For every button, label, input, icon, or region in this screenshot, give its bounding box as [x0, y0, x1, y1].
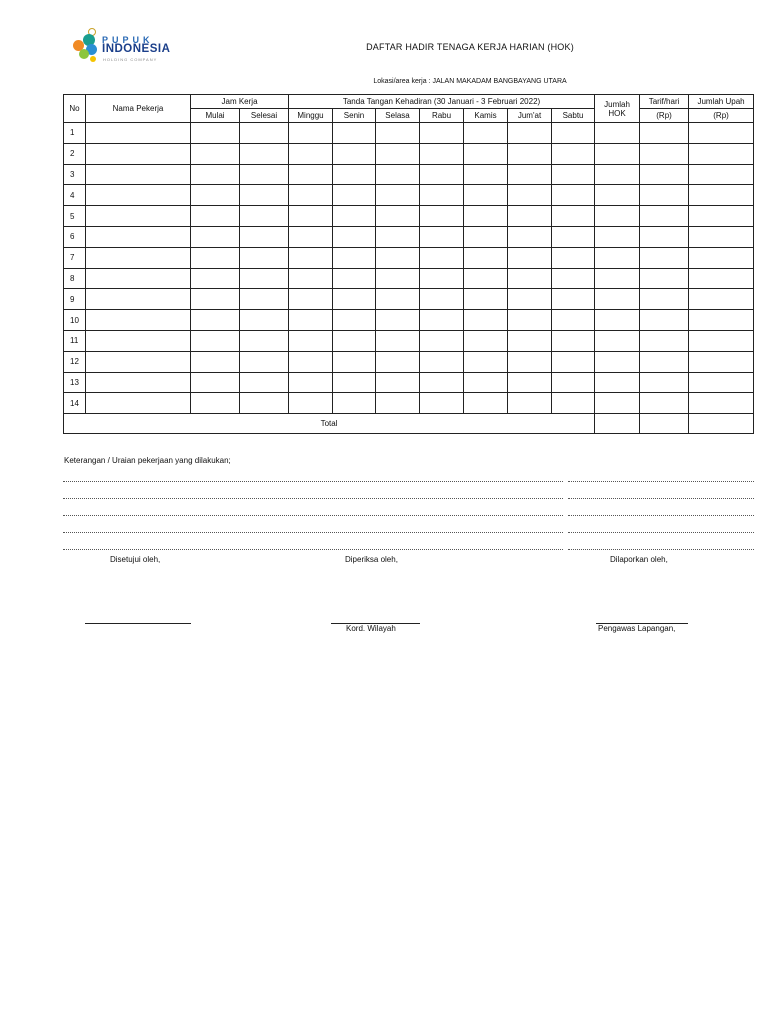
entry-cell[interactable]: [640, 310, 689, 331]
entry-cell[interactable]: [420, 268, 464, 289]
attendance-table: [63, 94, 754, 434]
entry-cell[interactable]: [420, 289, 464, 310]
entry-cell[interactable]: [240, 206, 289, 227]
entry-cell[interactable]: [689, 372, 754, 393]
entry-cell[interactable]: [289, 247, 333, 268]
entry-cell[interactable]: [464, 393, 508, 414]
entry-cell[interactable]: [464, 226, 508, 247]
entry-cell[interactable]: [240, 393, 289, 414]
entry-cell[interactable]: [508, 372, 552, 393]
entry-cell[interactable]: [552, 164, 595, 185]
entry-cell[interactable]: [191, 330, 240, 351]
entry-cell[interactable]: [420, 372, 464, 393]
entry-cell[interactable]: [508, 330, 552, 351]
entry-cell[interactable]: [191, 143, 240, 164]
entry-cell[interactable]: [86, 185, 191, 206]
entry-cell[interactable]: [508, 393, 552, 414]
entry-cell[interactable]: [86, 206, 191, 227]
entry-cell[interactable]: [289, 289, 333, 310]
entry-cell[interactable]: [595, 164, 640, 185]
entry-cell[interactable]: [689, 226, 754, 247]
entry-cell[interactable]: [191, 226, 240, 247]
entry-cell[interactable]: [333, 268, 376, 289]
entry-cell[interactable]: [595, 310, 640, 331]
entry-cell[interactable]: [240, 351, 289, 372]
header-day-kamis: Kamis: [464, 109, 508, 123]
entry-cell[interactable]: [689, 330, 754, 351]
header-upah-unit: (Rp): [689, 109, 754, 123]
entry-cell[interactable]: [240, 185, 289, 206]
entry-cell[interactable]: [595, 185, 640, 206]
header-day-selasa: Selasa: [376, 109, 420, 123]
entry-cell[interactable]: [464, 268, 508, 289]
entry-cell[interactable]: [333, 164, 376, 185]
entry-cell[interactable]: [640, 289, 689, 310]
table-row: [64, 372, 754, 393]
notes-dotted-line[interactable]: [63, 532, 563, 533]
row-number: 6: [64, 226, 86, 247]
header-jumlah-hok: Jumlah HOK: [595, 95, 640, 123]
entry-cell[interactable]: [552, 393, 595, 414]
logo-mark-icon: [72, 26, 104, 68]
entry-cell[interactable]: [552, 226, 595, 247]
entry-cell[interactable]: [333, 185, 376, 206]
entry-cell[interactable]: [464, 247, 508, 268]
table-row: [64, 185, 754, 206]
entry-cell[interactable]: [420, 185, 464, 206]
entry-cell[interactable]: [640, 123, 689, 144]
header-day-senin: Senin: [333, 109, 376, 123]
entry-cell[interactable]: [289, 351, 333, 372]
entry-cell[interactable]: [289, 393, 333, 414]
approved-signature-line: [85, 623, 191, 624]
notes-dotted-line[interactable]: [568, 481, 754, 482]
header-jam-kerja: Jam Kerja: [191, 95, 289, 109]
notes-dotted-line[interactable]: [63, 549, 563, 550]
entry-cell[interactable]: [464, 123, 508, 144]
entry-cell[interactable]: [689, 206, 754, 227]
entry-cell[interactable]: [595, 268, 640, 289]
entry-cell[interactable]: [191, 310, 240, 331]
entry-cell[interactable]: [595, 247, 640, 268]
row-number: 11: [64, 330, 86, 351]
entry-cell[interactable]: [420, 226, 464, 247]
entry-cell[interactable]: [376, 226, 420, 247]
row-number: 14: [64, 393, 86, 414]
entry-cell[interactable]: [333, 393, 376, 414]
row-number: 10: [64, 310, 86, 331]
entry-cell[interactable]: [420, 164, 464, 185]
entry-cell[interactable]: [595, 289, 640, 310]
company-logo: [72, 26, 182, 68]
row-number: 5: [64, 206, 86, 227]
entry-cell[interactable]: [86, 268, 191, 289]
entry-cell[interactable]: [289, 206, 333, 227]
table-row: [64, 289, 754, 310]
entry-cell[interactable]: [86, 143, 191, 164]
logo-text-holding: HOLDING COMPANY: [103, 57, 158, 62]
entry-cell[interactable]: [191, 123, 240, 144]
entry-cell[interactable]: [86, 351, 191, 372]
entry-cell[interactable]: [595, 226, 640, 247]
entry-cell[interactable]: [86, 372, 191, 393]
entry-cell[interactable]: [240, 143, 289, 164]
entry-cell[interactable]: [552, 289, 595, 310]
header-no: No: [64, 95, 86, 123]
entry-cell[interactable]: [595, 351, 640, 372]
entry-cell[interactable]: [689, 268, 754, 289]
entry-cell[interactable]: [420, 247, 464, 268]
row-number: 2: [64, 143, 86, 164]
entry-cell[interactable]: [420, 393, 464, 414]
logo-text-indonesia: INDONESIA: [102, 43, 171, 55]
entry-cell[interactable]: [86, 310, 191, 331]
entry-cell[interactable]: [289, 143, 333, 164]
entry-cell[interactable]: [289, 226, 333, 247]
entry-cell[interactable]: [640, 330, 689, 351]
header-tarif-unit: (Rp): [640, 109, 689, 123]
entry-cell[interactable]: [86, 164, 191, 185]
entry-cell[interactable]: [191, 268, 240, 289]
header-day-rabu: Rabu: [420, 109, 464, 123]
table-body: [64, 123, 754, 414]
table-row: [64, 226, 754, 247]
entry-cell[interactable]: [240, 164, 289, 185]
entry-cell[interactable]: [86, 393, 191, 414]
entry-cell[interactable]: [191, 289, 240, 310]
entry-cell[interactable]: [376, 330, 420, 351]
entry-cell[interactable]: [420, 206, 464, 227]
entry-cell[interactable]: [640, 143, 689, 164]
notes-dotted-line[interactable]: [568, 515, 754, 516]
entry-cell[interactable]: [689, 123, 754, 144]
entry-cell[interactable]: [552, 206, 595, 227]
header-upah: Jumlah Upah: [689, 95, 754, 109]
entry-cell[interactable]: [595, 143, 640, 164]
entry-cell[interactable]: [552, 268, 595, 289]
entry-cell[interactable]: [508, 289, 552, 310]
entry-cell[interactable]: [689, 185, 754, 206]
notes-label: Keterangan / Uraian pekerjaan yang dilakukan;: [64, 456, 231, 465]
notes-dotted-line[interactable]: [568, 498, 754, 499]
table-row: [64, 123, 754, 144]
entry-cell[interactable]: [289, 123, 333, 144]
entry-cell[interactable]: [333, 247, 376, 268]
entry-cell[interactable]: [191, 372, 240, 393]
entry-cell[interactable]: [333, 206, 376, 227]
entry-cell[interactable]: [464, 289, 508, 310]
table-row: [64, 351, 754, 372]
entry-cell[interactable]: [240, 226, 289, 247]
entry-cell[interactable]: [508, 123, 552, 144]
entry-cell[interactable]: [376, 268, 420, 289]
header-day-sabtu: Sabtu: [552, 109, 595, 123]
logo-text-pupuk: PUPUK: [102, 35, 154, 45]
entry-cell[interactable]: [640, 206, 689, 227]
entry-cell[interactable]: [508, 164, 552, 185]
table-row: [64, 393, 754, 414]
entry-cell[interactable]: [333, 123, 376, 144]
total-upah-cell[interactable]: [689, 414, 754, 434]
entry-cell[interactable]: [240, 372, 289, 393]
entry-cell[interactable]: [595, 206, 640, 227]
entry-cell[interactable]: [552, 372, 595, 393]
row-number: 13: [64, 372, 86, 393]
entry-cell[interactable]: [86, 123, 191, 144]
entry-cell[interactable]: [640, 164, 689, 185]
entry-cell[interactable]: [689, 143, 754, 164]
row-number: 1: [64, 123, 86, 144]
entry-cell[interactable]: [240, 310, 289, 331]
notes-dotted-line[interactable]: [63, 515, 563, 516]
entry-cell[interactable]: [376, 372, 420, 393]
entry-cell[interactable]: [240, 330, 289, 351]
notes-dotted-line[interactable]: [63, 481, 563, 482]
entry-cell[interactable]: [552, 185, 595, 206]
entry-cell[interactable]: [640, 351, 689, 372]
entry-cell[interactable]: [86, 226, 191, 247]
document-title: DAFTAR HADIR TENAGA KERJA HARIAN (HOK): [366, 42, 574, 52]
entry-cell[interactable]: [420, 123, 464, 144]
entry-cell[interactable]: [552, 247, 595, 268]
entry-cell[interactable]: [191, 206, 240, 227]
entry-cell[interactable]: [240, 289, 289, 310]
header-tanda-tangan: Tanda Tangan Kehadiran (30 Januari - 3 Februari 2022): [289, 95, 595, 109]
table-row: [64, 143, 754, 164]
work-location: Lokasi/area kerja : JALAN MAKADAM BANGBAYANG UTARA: [373, 78, 567, 85]
total-tarif-cell[interactable]: [640, 414, 689, 434]
entry-cell[interactable]: [508, 226, 552, 247]
total-label: Total: [64, 414, 595, 434]
entry-cell[interactable]: [333, 351, 376, 372]
reported-role: Pengawas Lapangan,: [598, 624, 676, 633]
entry-cell[interactable]: [595, 330, 640, 351]
entry-cell[interactable]: [640, 393, 689, 414]
entry-cell[interactable]: [640, 226, 689, 247]
entry-cell[interactable]: [595, 372, 640, 393]
entry-cell[interactable]: [508, 310, 552, 331]
entry-cell[interactable]: [376, 164, 420, 185]
entry-cell[interactable]: [464, 206, 508, 227]
entry-cell[interactable]: [86, 247, 191, 268]
approved-by-label: Disetujui oleh,: [110, 555, 161, 564]
entry-cell[interactable]: [640, 247, 689, 268]
entry-cell[interactable]: [552, 330, 595, 351]
entry-cell[interactable]: [689, 247, 754, 268]
entry-cell[interactable]: [289, 330, 333, 351]
entry-cell[interactable]: [464, 143, 508, 164]
header-day-minggu: Minggu: [289, 109, 333, 123]
entry-cell[interactable]: [689, 164, 754, 185]
table-row: [64, 164, 754, 185]
entry-cell[interactable]: [464, 372, 508, 393]
table-row: [64, 310, 754, 331]
entry-cell[interactable]: [552, 310, 595, 331]
entry-cell[interactable]: [689, 289, 754, 310]
entry-cell[interactable]: [595, 393, 640, 414]
entry-cell[interactable]: [376, 247, 420, 268]
entry-cell[interactable]: [240, 247, 289, 268]
entry-cell[interactable]: [552, 351, 595, 372]
entry-cell[interactable]: [86, 289, 191, 310]
checked-by-label: Diperiksa oleh,: [345, 555, 398, 564]
entry-cell[interactable]: [464, 185, 508, 206]
entry-cell[interactable]: [86, 330, 191, 351]
entry-cell[interactable]: [191, 185, 240, 206]
header-tarif: Tarif/hari: [640, 95, 689, 109]
entry-cell[interactable]: [689, 393, 754, 414]
header-selesai: Selesai: [240, 109, 289, 123]
total-hok-cell[interactable]: [595, 414, 640, 434]
entry-cell[interactable]: [376, 289, 420, 310]
entry-cell[interactable]: [508, 351, 552, 372]
row-number: 3: [64, 164, 86, 185]
entry-cell[interactable]: [289, 164, 333, 185]
entry-cell[interactable]: [464, 164, 508, 185]
row-number: 8: [64, 268, 86, 289]
entry-cell[interactable]: [640, 268, 689, 289]
row-number: 4: [64, 185, 86, 206]
entry-cell[interactable]: [333, 289, 376, 310]
entry-cell[interactable]: [508, 143, 552, 164]
entry-cell[interactable]: [552, 143, 595, 164]
entry-cell[interactable]: [464, 351, 508, 372]
checked-role: Kord. Wilayah: [346, 624, 396, 633]
entry-cell[interactable]: [595, 123, 640, 144]
entry-cell[interactable]: [333, 310, 376, 331]
row-number: 9: [64, 289, 86, 310]
entry-cell[interactable]: [289, 310, 333, 331]
entry-cell[interactable]: [333, 372, 376, 393]
entry-cell[interactable]: [191, 393, 240, 414]
entry-cell[interactable]: [333, 330, 376, 351]
row-number: 7: [64, 247, 86, 268]
entry-cell[interactable]: [376, 351, 420, 372]
entry-cell[interactable]: [508, 206, 552, 227]
table-row: [64, 330, 754, 351]
notes-dotted-line[interactable]: [568, 532, 754, 533]
entry-cell[interactable]: [464, 330, 508, 351]
entry-cell[interactable]: [420, 330, 464, 351]
notes-dotted-line[interactable]: [568, 549, 754, 550]
reported-by-label: Dilaporkan oleh,: [610, 555, 668, 564]
entry-cell[interactable]: [289, 268, 333, 289]
header-day-jumat: Jum'at: [508, 109, 552, 123]
entry-cell[interactable]: [240, 268, 289, 289]
entry-cell[interactable]: [420, 310, 464, 331]
entry-cell[interactable]: [191, 164, 240, 185]
notes-dotted-line[interactable]: [63, 498, 563, 499]
entry-cell[interactable]: [552, 123, 595, 144]
row-number: 12: [64, 351, 86, 372]
entry-cell[interactable]: [464, 310, 508, 331]
entry-cell[interactable]: [376, 143, 420, 164]
entry-cell[interactable]: [508, 247, 552, 268]
entry-cell[interactable]: [191, 247, 240, 268]
entry-cell[interactable]: [420, 351, 464, 372]
entry-cell[interactable]: [376, 123, 420, 144]
entry-cell[interactable]: [508, 185, 552, 206]
entry-cell[interactable]: [376, 206, 420, 227]
header-mulai: Mulai: [191, 109, 240, 123]
entry-cell[interactable]: [376, 185, 420, 206]
table-row: [64, 268, 754, 289]
entry-cell[interactable]: [689, 351, 754, 372]
entry-cell[interactable]: [289, 372, 333, 393]
table-row: [64, 247, 754, 268]
entry-cell[interactable]: [333, 226, 376, 247]
entry-cell[interactable]: [191, 351, 240, 372]
entry-cell[interactable]: [289, 185, 333, 206]
entry-cell[interactable]: [640, 372, 689, 393]
entry-cell[interactable]: [508, 268, 552, 289]
table-row: [64, 206, 754, 227]
header-name: Nama Pekerja: [86, 95, 191, 123]
entry-cell[interactable]: [376, 393, 420, 414]
entry-cell[interactable]: [333, 143, 376, 164]
entry-cell[interactable]: [640, 185, 689, 206]
entry-cell[interactable]: [240, 123, 289, 144]
entry-cell[interactable]: [420, 143, 464, 164]
entry-cell[interactable]: [689, 310, 754, 331]
entry-cell[interactable]: [376, 310, 420, 331]
